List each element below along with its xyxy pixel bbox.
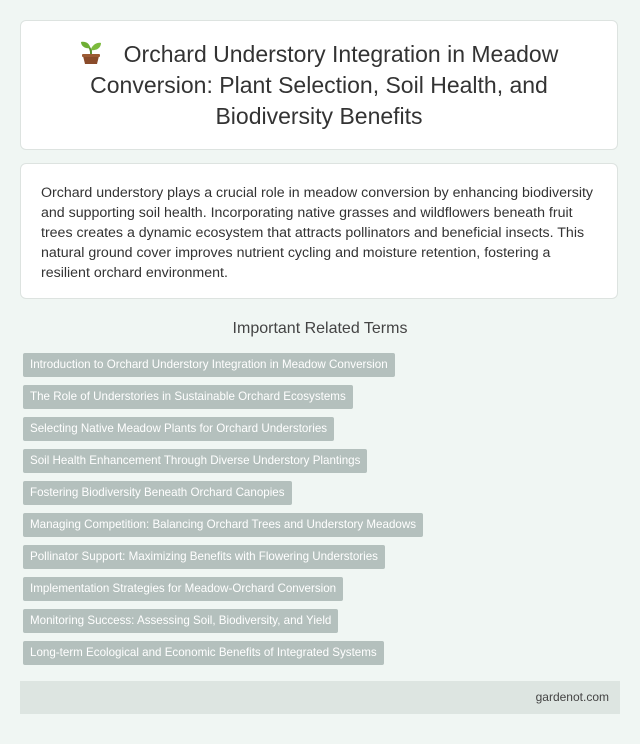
list-item xyxy=(23,417,423,449)
list-item xyxy=(23,609,423,641)
term-tag[interactable]: Implementation Strategies for Meadow-Orchard Conversion xyxy=(23,577,343,601)
term-tag[interactable]: Managing Competition: Balancing Orchard Trees and Understory Meadows xyxy=(23,513,423,537)
list-item xyxy=(23,545,423,577)
term-tag[interactable]: Long-term Ecological and Economic Benefits of Integrated Systems xyxy=(23,641,384,665)
list-item xyxy=(23,641,423,673)
term-tag[interactable]: Monitoring Success: Assessing Soil, Biodiversity, and Yield xyxy=(23,609,338,633)
list-item xyxy=(23,513,423,545)
term-tag[interactable]: Selecting Native Meadow Plants for Orchard Understories xyxy=(23,417,334,441)
page-title-text: Orchard Understory Integration in Meadow Conversion: Plant Selection, Soil Health, and Biodiversity Benefits xyxy=(90,40,559,129)
related-terms-heading: Important Related Terms xyxy=(232,320,408,337)
footer xyxy=(20,681,620,714)
list-item xyxy=(23,577,423,609)
term-tag[interactable]: Introduction to Orchard Understory Integration in Meadow Conversion xyxy=(23,353,395,377)
sprout-icon xyxy=(80,40,102,64)
page-title xyxy=(21,39,617,132)
intro-text: Orchard understory plays a crucial role in meadow conversion by enhancing biodiversity and supporting soil health. Incorporating native grasses and wildflowers beneath fruit trees creates a dynamic ecosystem that attracts pollinators and beneficial insects. This natural ground cover improves nutrient cycling and moisture retention, fostering a resilient orchard environment. xyxy=(41,185,594,281)
list-item xyxy=(23,481,423,513)
list-item xyxy=(23,353,423,385)
title-card xyxy=(20,20,618,150)
list-item xyxy=(23,385,423,417)
term-tag[interactable]: Pollinator Support: Maximizing Benefits with Flowering Understories xyxy=(23,545,385,569)
footer-site-link[interactable]: gardenot.com xyxy=(535,690,609,704)
intro-card xyxy=(20,163,618,299)
term-tag[interactable]: Fostering Biodiversity Beneath Orchard Canopies xyxy=(23,481,292,505)
list-item xyxy=(23,449,423,481)
related-terms-list xyxy=(23,353,423,673)
term-tag[interactable]: Soil Health Enhancement Through Diverse Understory Plantings xyxy=(23,449,367,473)
term-tag[interactable]: The Role of Understories in Sustainable Orchard Ecosystems xyxy=(23,385,353,409)
